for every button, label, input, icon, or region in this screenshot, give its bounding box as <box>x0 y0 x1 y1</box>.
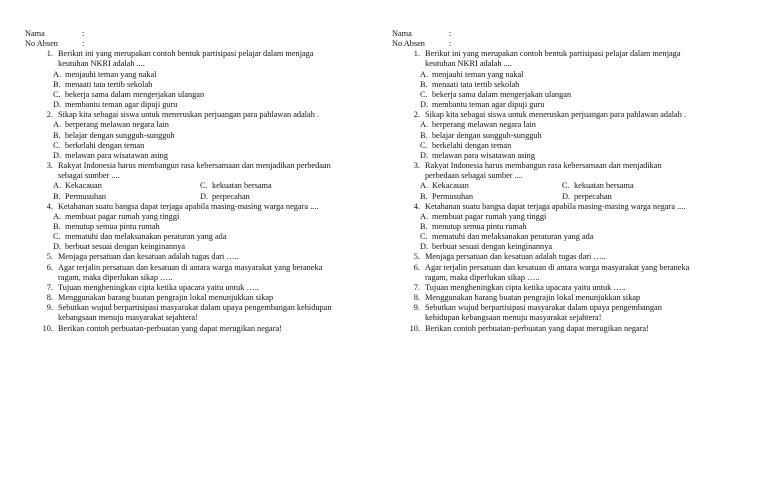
option-b: B. belajar dengan sungguh-sungguh <box>420 130 542 140</box>
question-3 <box>25 161 375 202</box>
option-c: C. mematuhi dan melaksanakan peraturan yang ada <box>53 232 227 242</box>
name-colon: : <box>449 29 452 38</box>
worksheet-left <box>25 29 375 334</box>
option-b: B. Permusuhan <box>420 191 474 201</box>
question-10: 10. Berikan contoh perbuatan-perbuatan yang dapat merugikan negara! <box>25 324 375 334</box>
name-label: Nama <box>392 29 412 38</box>
option-b: B. belajar dengan sungguh-sungguh <box>53 130 175 140</box>
question-text: Sebutkan wujud berpartisipasi masyarakat dalam upaya pengembangan kehidupan <box>58 303 332 313</box>
question-1 <box>25 49 375 110</box>
option-b: B. menaati tata tertib sekolah <box>420 79 520 89</box>
option-c: C. kekuatan bersama <box>562 181 634 191</box>
question-2 <box>25 110 375 161</box>
question-text: Berikut ini yang merupakan contoh bentuk partisipasi pelajar dalam menjaga <box>58 49 314 59</box>
question-text: Agar terjalin persatuan dan kesatuan di antara warga masyarakat yang beraneka <box>58 262 323 272</box>
question-text: Ketahanan suatu bangsa dapat terjaga apabila masing-masing warga negara .... <box>58 201 319 211</box>
question-text: Berikut ini yang merupakan contoh bentuk partisipasi pelajar dalam menjaga <box>425 49 681 59</box>
question-8: 8. Menggunakan barang buatan pengrajin lokal menunjukkan sikap <box>392 293 744 303</box>
question-text-cont: keutuhan NKRI adalah .... <box>425 59 512 69</box>
option-a: A. berperang melawan negara lain <box>420 120 536 130</box>
option-c: C. bekerja sama dalam mengerjakan ulangan <box>420 89 572 99</box>
absen-colon: : <box>82 39 85 49</box>
question-5: 5. Menjaga persatuan dan kesatuan adalah tugas dari ….. <box>25 252 375 262</box>
name-row <box>25 29 375 39</box>
question-9: 9. Sebutkan wujud berpartisipasi masyarakat dalam upaya pengembangan kehidupan kebangsaan menuju masyarakat sejahtera! <box>392 303 744 323</box>
absen-colon: : <box>449 39 452 49</box>
question-9: 9. Sebutkan wujud berpartisipasi masyarakat dalam upaya pengembangan kehidupan kebangsaan menuju masyarakat sejahtera! <box>25 303 375 323</box>
option-d: D. berbuat sesuai dengan keinginannya <box>53 242 186 252</box>
question-number: 2. <box>46 110 53 120</box>
absen-label: No Absen <box>25 39 58 49</box>
question-text: Rakyat Indonesia harus membangun rasa kebersamaan dan menjadikan <box>425 161 662 171</box>
option-a: A. Kekacauan <box>420 181 469 191</box>
option-c: C. berkelahi dengan teman <box>53 140 145 150</box>
question-text-cont: sebagai sumber .... <box>58 171 120 181</box>
option-a: A. membuat pagar rumah yang tinggi <box>420 211 547 221</box>
option-a: A. Kekacauan <box>53 181 102 191</box>
question-text: Tujuan mengheningkan cipta ketika upacara yaitu untuk ….. <box>58 282 259 292</box>
question-text: Menggunakan barang buatan pengrajin lokal menunjukkan sikap <box>58 293 274 303</box>
question-10: 10. Berikan contoh perbuatan-perbuatan yang dapat merugikan negara! <box>392 324 744 334</box>
option-c: C. kekuatan bersama <box>200 181 272 191</box>
option-d: D. berbuat sesuai dengan keinginannya <box>420 242 553 252</box>
question-text: Menjaga persatuan dan kesatuan adalah tugas dari ….. <box>425 252 606 262</box>
question-8: 8. Menggunakan barang buatan pengrajin lokal menunjukkan sikap <box>25 293 375 303</box>
question-4: 4. Ketahanan suatu bangsa dapat terjaga apabila masing-masing warga negara .... A. membuat pagar rumah yang tinggi B. menutup semua pintu rumah C. mematuhi dan melaksanakan peraturan yang ada D. berbuat sesuai dengan keinginannya <box>392 202 744 253</box>
question-1: 1. Berikut ini yang merupakan contoh bentuk partisipasi pelajar dalam menjaga keutuhan NKRI adalah .... A. menjauhi teman yang nakal B. menaati tata tertib sekolah C. bekerja sama dalam mengerjakan ulangan D. membantu teman agar dipuji guru <box>392 49 744 110</box>
question-text: Ketahanan suatu bangsa dapat terjaga apabila masing-masing warga negara .... <box>425 201 686 211</box>
question-text: Rakyat Indonesia harus membangun rasa kebersamaan dan menjadikan perbedaan <box>58 161 331 171</box>
option-b: B. menutup semua pintu rumah <box>420 221 527 231</box>
question-5: 5. Menjaga persatuan dan kesatuan adalah tugas dari ….. <box>392 252 744 262</box>
option-d: D. membantu teman agar dipuji guru <box>53 100 178 110</box>
option-a: A. berperang melawan negara lain <box>53 120 169 130</box>
question-text-cont: ragam, maka diperlukan sikap ….. <box>58 272 173 282</box>
question-6: 6. Agar terjalin persatuan dan kesatuan di antara warga masyarakat yang beraneka ragam, maka diperlukan sikap ….. <box>392 263 744 283</box>
absen-label: No Absen <box>392 39 425 49</box>
option-a: A. membuat pagar rumah yang tinggi <box>53 211 180 221</box>
question-text: Berikan contoh perbuatan-perbuatan yang dapat merugikan negara! <box>425 323 649 333</box>
question-text: Sebutkan wujud berpartisipasi masyarakat dalam upaya pengembangan <box>425 303 662 313</box>
question-text: Menjaga persatuan dan kesatuan adalah tugas dari ….. <box>58 252 239 262</box>
option-d: D. melawan para wisatawan asing <box>420 150 535 160</box>
question-6: 6. Agar terjalin persatuan dan kesatuan di antara warga masyarakat yang beraneka ragam, maka diperlukan sikap ….. <box>25 263 375 283</box>
question-2: 2. Sikap kita sebagai siswa untuk meneruskan perjuangan para pahlawan adalah . A. berperang melawan negara lain B. belajar dengan sungguh-sungguh C. berkelahi dengan teman D. melawan para wisatawan asing <box>392 110 744 161</box>
question-7: 7. Tujuan mengheningkan cipta ketika upacara yaitu untuk ….. <box>25 283 375 293</box>
question-text-cont: kebangsaan menuju masyarakat sejahtera! <box>58 313 198 323</box>
question-text-cont: ragam, maka diperlukan sikap ….. <box>425 272 540 282</box>
question-text: Tujuan mengheningkan cipta ketika upacara yaitu untuk ….. <box>425 282 626 292</box>
option-b: B. menutup semua pintu rumah <box>53 221 160 231</box>
option-c: C. mematuhi dan melaksanakan peraturan yang ada <box>420 232 594 242</box>
absen-row <box>392 39 744 49</box>
option-d: D. perpecahan <box>200 191 250 201</box>
question-text-cont: perbedaan sebagai sumber .... <box>425 171 523 181</box>
option-c: C. berkelahi dengan teman <box>420 140 512 150</box>
question-number: 3. <box>46 161 53 171</box>
question-number: 4. <box>46 201 53 211</box>
absen-row <box>25 39 375 49</box>
question-text: Berikan contoh perbuatan-perbuatan yang dapat merugikan negara! <box>58 323 282 333</box>
question-text-cont: keutuhan NKRI adalah .... <box>58 59 145 69</box>
question-7: 7. Tujuan mengheningkan cipta ketika upacara yaitu untuk ….. <box>392 283 744 293</box>
option-c: C. bekerja sama dalam mengerjakan ulangan <box>53 89 205 99</box>
question-text-cont: kehidupan kebangsaan menuju masyarakat sejahtera! <box>425 313 602 323</box>
option-d: D. membantu teman agar dipuji guru <box>420 100 545 110</box>
question-number: 1. <box>46 49 53 59</box>
name-row <box>392 29 744 39</box>
question-4 <box>25 202 375 253</box>
option-b: B. menaati tata tertib sekolah <box>53 79 153 89</box>
option-b: B. Permusuhan <box>53 191 107 201</box>
option-a: A. menjauhi teman yang nakal <box>53 69 157 79</box>
option-a: A. menjauhi teman yang nakal <box>420 69 524 79</box>
question-text: Sikap kita sebagai siswa untuk meneruskan perjuangan para pahlawan adalah . <box>58 110 320 120</box>
name-colon: : <box>82 29 85 38</box>
name-label: Nama <box>25 29 45 38</box>
question-3: 3. Rakyat Indonesia harus membangun rasa kebersamaan dan menjadikan perbedaan sebagai sumber .... A. Kekacauan C. kekuatan bersama B. Permusuhan D. perpecahan <box>392 161 744 202</box>
option-d: D. melawan para wisatawan asing <box>53 150 168 160</box>
question-text: Menggunakan barang buatan pengrajin lokal menunjukkan sikap <box>425 293 641 303</box>
question-text: Sikap kita sebagai siswa untuk meneruskan perjuangan para pahlawan adalah . <box>425 110 687 120</box>
option-d: D. perpecahan <box>562 191 612 201</box>
worksheet-right <box>392 29 744 334</box>
question-text: Agar terjalin persatuan dan kesatuan di antara warga masyarakat yang beraneka <box>425 262 690 272</box>
